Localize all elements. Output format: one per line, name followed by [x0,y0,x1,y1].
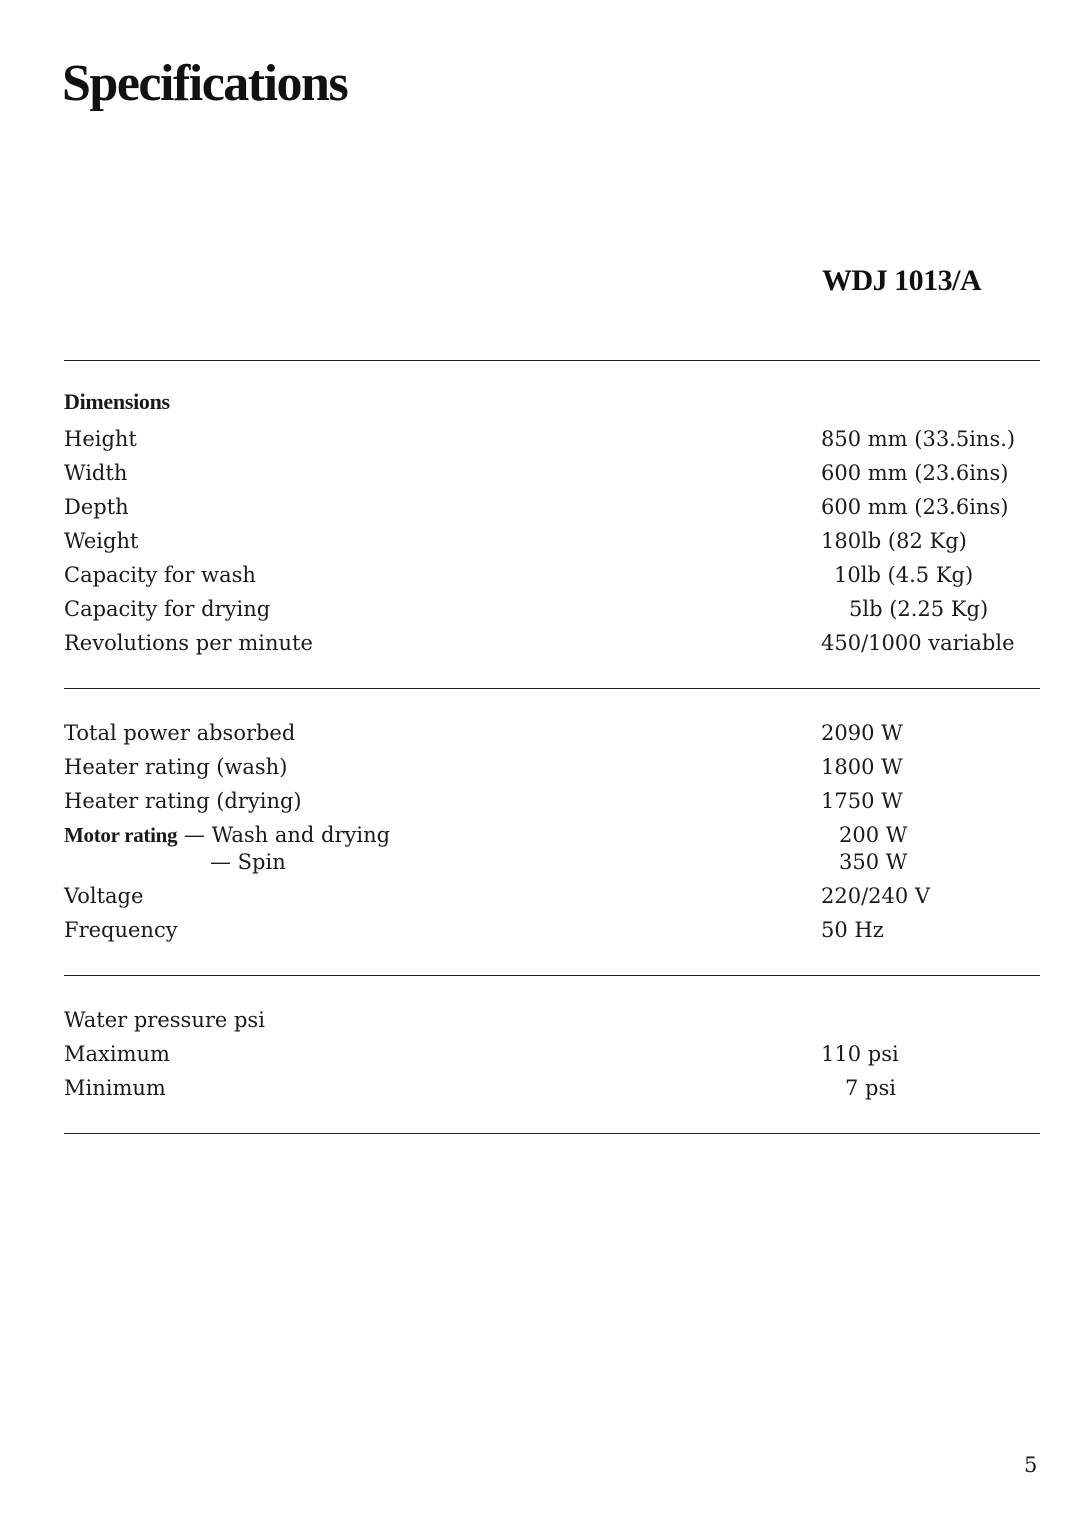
spec-row-depth [64,492,1040,522]
divider [64,975,1040,976]
spec-label: Weight [64,529,139,553]
motor-spin-label: — Spin [210,850,286,874]
page-number: 5 [1024,1453,1038,1477]
spec-label: Frequency [64,918,178,942]
spec-label: Revolutions per minute [64,631,313,655]
spec-value: 1800 W [821,755,903,779]
spec-label: Width [64,461,128,485]
spec-value: 350 W [839,850,908,874]
spec-label: Voltage [64,884,144,908]
water-pressure-heading-row [64,1005,1040,1035]
spec-label: Height [64,427,137,451]
spec-row-height [64,424,1040,454]
spec-value: 220/240 V [821,884,931,908]
spec-label [64,820,390,850]
spec-value: 110 psi [821,1042,899,1066]
spec-label: Heater rating (drying) [64,789,302,813]
spec-label: Total power absorbed [64,721,296,745]
spec-value: 600 mm (23.6ins) [821,461,1009,485]
spec-label: Minimum [64,1076,166,1100]
spec-row-heater-drying [64,786,1040,816]
divider [64,688,1040,689]
spec-row-motor-spin [64,847,1040,877]
spec-value: 10lb (4.5 Kg) [834,563,974,587]
spec-row-voltage [64,881,1040,911]
motor-wash-label: — Wash and drying [177,823,391,847]
spec-label: Heater rating (wash) [64,755,288,779]
spec-row-total-power [64,718,1040,748]
spec-value: 5lb (2.25 Kg) [849,597,989,621]
spec-row-heater-wash [64,752,1040,782]
page-title: Specifications [62,55,348,112]
spec-label: Depth [64,495,129,519]
model-number: WDJ 1013/A [822,264,982,297]
spec-value: 600 mm (23.6ins) [821,495,1009,519]
spec-row-motor-wash [64,820,1040,850]
divider [64,1133,1040,1134]
spec-row-minimum [64,1073,1040,1103]
spec-row-rpm [64,628,1040,658]
spec-value: 1750 W [821,789,903,813]
spec-value: 180lb (82 Kg) [821,529,967,553]
spec-label: Maximum [64,1042,170,1066]
spec-value: 7 psi [845,1076,896,1100]
spec-row-capacity-wash [64,560,1040,590]
spec-value: 50 Hz [821,918,884,942]
spec-row-maximum [64,1039,1040,1069]
divider [64,360,1040,361]
dimensions-heading: Dimensions [64,389,170,414]
spec-row-frequency [64,915,1040,945]
spec-value: 450/1000 variable [821,631,1015,655]
motor-rating-label: Motor rating [64,823,178,847]
spec-value: 850 mm (33.5ins.) [821,427,1016,451]
water-pressure-heading: Water pressure psi [64,1008,265,1032]
spec-row-weight [64,526,1040,556]
spec-label: Capacity for wash [64,563,256,587]
spec-value: 2090 W [821,721,903,745]
spec-row-capacity-drying [64,594,1040,624]
spec-row-width [64,458,1040,488]
spec-label: Capacity for drying [64,597,271,621]
spec-value: 200 W [839,823,908,847]
